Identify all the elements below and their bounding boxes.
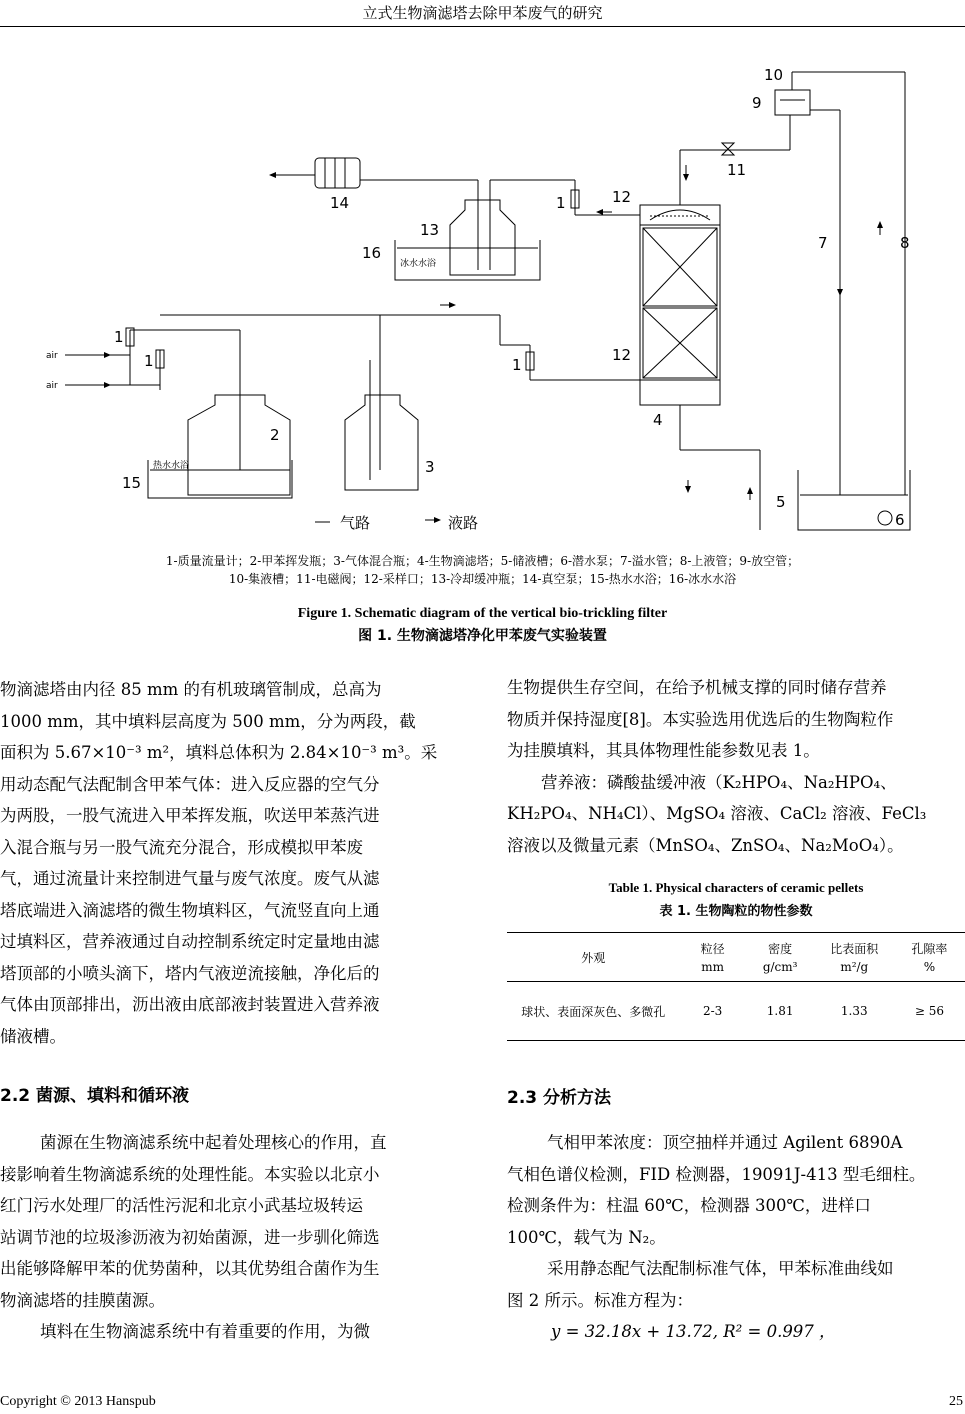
section-heading-2-2: 2.2 菌源、填料和循环液 [0,1086,190,1106]
text-line: 物质并保持湿度[8]。本实验选用优选后的生物陶粒作 [507,709,894,729]
header-rule [0,26,965,27]
text-line: 气，通过流量计来控制进气量与废气浓度。废气从滤 [0,869,380,888]
schematic-diagram [40,55,930,550]
text-line: 为两股，一股气流进入甲苯挥发瓶，吹送甲苯蒸汽进 [0,806,380,825]
label-7: 7 [818,234,828,252]
text-line: 填料在生物滴滤系统中有着重要的作用，为微 [40,1322,370,1341]
label-2: 2 [270,426,280,444]
label-11: 11 [727,161,747,179]
text-line: 入混合瓶与另一股气流充分混合，形成模拟甲苯废 [0,837,363,857]
standard-equation: y = 32.18x + 13.72, R² = 0.997 ， [551,1322,836,1341]
figure-legend-line-2: 10-集液槽；11-电磁阀；12-采样口；13-冷却缓冲瓶；14-真空泵；15-热水水浴；16-冰水水浴 [228,572,737,586]
section-heading-2-3: 2.3 分析方法 [507,1088,612,1108]
label-1d: 1 [556,194,566,212]
text-line: 1000 mm，其中填料层高度为 500 mm，分为两段，截 [0,711,416,731]
table-cell-appearance: 球状、表面深灰色、多微孔 [521,1004,666,1019]
legend-gas: 气路 [340,514,371,532]
label-13: 13 [420,221,440,239]
label-5: 5 [776,493,786,511]
figure-legend-line-1: 1-质量流量计；2-甲苯挥发瓶；3-气体混合瓶；4-生物滴滤塔；5-储液槽；6-潜水泵；7-溢水管；8-上液管；9-放空管； [165,554,800,568]
label-15: 15 [122,474,142,492]
hot-bath-label: 热水水浴 [153,461,190,471]
label-12b: 12 [612,346,632,364]
figure-caption-en: Figure 1. Schematic diagram of the vertical bio-trickling filter [297,606,668,621]
running-header: 立式生物滴滤塔去除甲苯废气的研究 [362,4,603,22]
table-caption-cn: 表 1. 生物陶粒的物性参数 [659,904,813,919]
label-1c: 1 [512,356,522,374]
label-6: 6 [895,511,905,529]
right-column-bottom [507,1127,965,1348]
table-cell-size: 2-3 [702,1004,723,1018]
text-line: 红门污水处理厂的活性污泥和北京小武基垃圾转运 [0,1196,363,1215]
table-cell-porosity: ≥ 56 [914,1004,944,1018]
label-9: 9 [752,94,762,112]
label-10: 10 [764,66,784,84]
text-line: 图 2 所示。标准方程为： [507,1290,693,1310]
text-line: 出能够降解甲苯的优势菌种，以其优势组合菌作为生 [0,1259,380,1278]
text-line: 面积为 5.67×10⁻³ m²，填料总体积为 2.84×10⁻³ m³。采 [0,743,438,762]
text-line: 气相甲苯浓度：顶空抽样并通过 Agilent 6890A [547,1133,903,1152]
text-line: 营养液：磷酸盐缓冲液（K₂HPO₄、Na₂HPO₄、 [541,772,897,792]
label-3: 3 [425,458,435,476]
table-header-surface: 比表面积 [830,942,879,957]
right-column-top [507,672,965,861]
table-header-size: 粒径 [700,942,725,957]
table-unit-size: mm [701,959,724,974]
label-1b: 1 [144,352,154,370]
air-label-1: air [46,351,58,361]
text-line: KH₂PO₄、NH₄Cl）、MgSO₄ 溶液、CaCl₂ 溶液、FeCl₃ [507,804,927,823]
text-line: 采用静态配气法配制标准气体，甲苯标准曲线如 [547,1259,894,1278]
ice-bath-label: 冰水水浴 [400,259,437,269]
text-line: 生物提供生存空间，在给予机械支撑的同时储存营养 [507,678,887,697]
table-header-appearance: 外观 [581,950,606,965]
label-14: 14 [330,194,350,212]
text-line: 接影响着生物滴滤系统的处理性能。本实验以北京小 [0,1164,380,1184]
text-line: 物滴滤塔由内径 85 mm 的有机玻璃管制成，总高为 [0,680,382,699]
text-line: 100℃，载气为 N₂。 [507,1227,666,1247]
table-1 [507,932,965,1041]
text-line: 储液槽。 [0,1026,66,1046]
table-unit-surface: m²/g [840,959,869,974]
text-line: 塔底端进入滴滤塔的微生物填料区，气流竖直向上通 [0,900,380,920]
left-column [0,674,458,1052]
figure-legend-list [40,552,925,588]
table-cell-surface: 1.33 [840,1004,868,1018]
page-number: 25 [949,1394,963,1409]
table-header-porosity: 孔隙率 [911,942,948,957]
label-16: 16 [362,244,382,262]
text-line: 气相色谱仪检测，FID 检测器，19091J-413 型毛细柱。 [507,1164,926,1184]
text-line: 塔顶部的小喷头滴下，塔内气液逆流接触，净化后的 [0,963,380,983]
legend-liquid: 液路 [448,514,479,532]
left-paragraph-2 [0,1127,458,1348]
figure-caption-cn: 图 1. 生物滴滤塔净化甲苯废气实验装置 [358,628,607,644]
table-cell-density: 1.81 [766,1004,794,1018]
footer-copyright: Copyright © 2013 Hanspub [0,1394,156,1409]
text-line: 物滴滤塔的挂膜菌源。 [0,1290,165,1310]
table-caption-en: Table 1. Physical characters of ceramic pellets [608,880,864,895]
label-12a: 12 [612,188,632,206]
label-8: 8 [900,234,910,252]
text-line: 用动态配气法配制含甲苯气体：进入反应器的空气分 [0,774,380,794]
air-label-2: air [46,381,58,391]
text-line: 气体由顶部排出，沥出液由底部液封装置进入营养液 [0,995,380,1014]
text-line: 过填料区，营养液通过自动控制系统定时定量地由滤 [0,932,380,951]
label-4: 4 [653,411,663,429]
left-paragraph-1 [0,674,458,1052]
table-unit-density: g/cm³ [762,959,798,974]
text-line: 检测条件为：柱温 60℃，检测器 300℃，进样口 [507,1196,871,1215]
text-line: 菌源在生物滴滤系统中起着处理核心的作用，直 [40,1133,387,1152]
text-line: 溶液以及微量元素（MnSO₄、ZnSO₄、Na₂MoO₄）。 [507,835,904,855]
text-line: 为挂膜填料，其具体物理性能参数见表 1。 [507,741,820,760]
label-1a: 1 [114,328,124,346]
table-header-density: 密度 [768,942,793,957]
text-line: 站调节池的垃圾渗沥液为初始菌源，进一步驯化筛选 [0,1227,380,1247]
table-unit-porosity: % [923,959,936,974]
